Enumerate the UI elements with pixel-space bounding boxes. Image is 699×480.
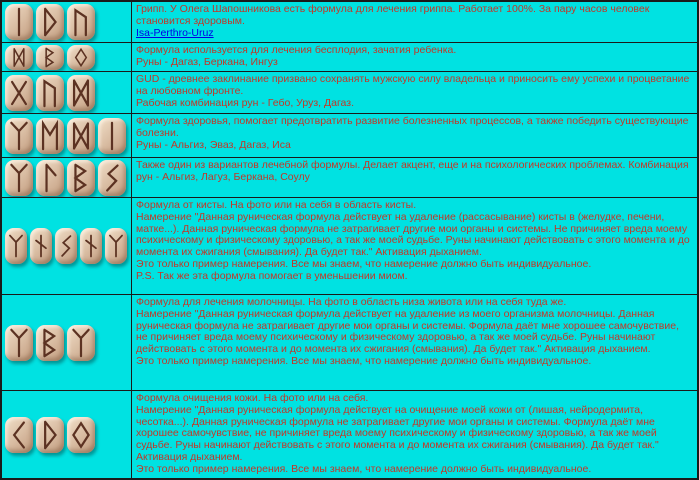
algiz-rune-icon	[5, 325, 33, 361]
berkana-rune-icon	[67, 160, 95, 196]
description-paragraph: Рабочая комбинация рун - Гебо, Уруз, Дагаз.	[136, 96, 354, 109]
rune-formula-stones	[2, 72, 132, 113]
sowilo-rune-icon	[55, 228, 77, 264]
table-row	[2, 2, 697, 43]
berkana-rune-icon	[36, 325, 64, 361]
description-paragraph: Руны - Альгиз, Эваз, Дагаз, Иса	[136, 138, 291, 151]
isa-rune-icon	[5, 4, 33, 40]
table-row	[2, 198, 697, 295]
description-paragraph: Формула от кисты. На фото или на себя в область кисты.	[136, 199, 417, 211]
description-paragraph: Руны - Дагаз, Беркана, Ингуз	[136, 55, 278, 68]
sowilo-rune-icon	[98, 160, 126, 196]
rune-formula-stones	[2, 198, 132, 294]
algiz-rune-icon	[67, 325, 95, 361]
description-paragraph: Намерение "Данная руническая формула действует на очищение моей кожи от (лишая, нейродермита, чесотка...). Данная руническая формула не затрагивает другие мои органы и системы. Формула даёт мне хорошее самочувствие, не причиняет вреда моему психическому и физическому здоровью, а так же моей судьбе. Руны начинают действовать с этого момента и до момента их сжигания (смывания). Да будет так." Активация дыханием.	[136, 403, 659, 463]
nauthiz-rune-icon	[30, 228, 52, 264]
description-paragraph: Формула используется для лечения бесплодия, зачатия ребенка.	[136, 44, 457, 56]
formula-description	[132, 391, 697, 478]
algiz-rune-icon	[5, 228, 27, 264]
algiz-rune-icon	[5, 118, 33, 154]
rune-formula-stones	[2, 158, 132, 197]
rune-formula-stones	[2, 114, 132, 157]
formula-link[interactable]: Isa-Perthro-Uruz	[136, 26, 214, 39]
description-paragraph: GUD - древнее заклинание призвано сохранять мужскую силу владельца и приносить ему успехи и процветание на любовном фронте.	[136, 73, 690, 97]
rune-formula-stones	[2, 295, 132, 390]
ehwaz-rune-icon	[36, 118, 64, 154]
table-row	[2, 72, 697, 114]
table-row	[2, 391, 697, 478]
uruz-rune-icon	[36, 75, 64, 111]
dagaz-rune-icon	[67, 75, 95, 111]
description-paragraph: Также один из вариантов лечебной формулы. Делает акцент, еще и на психологических проблемах. Комбинация рун - Альгиз, Лагуз, Беркана, Соулу	[136, 159, 689, 183]
algiz-rune-icon	[105, 228, 127, 264]
rune-formula-stones	[2, 2, 132, 42]
description-paragraph: Это только пример намерения. Все мы знаем, что намерение должно быть индивидуальное.	[136, 257, 592, 270]
inguz-rune-icon	[67, 417, 95, 453]
perthro-rune-icon	[36, 4, 64, 40]
algiz-rune-icon	[5, 160, 33, 196]
description-paragraph: Намерение "Данная руническая формула действует на удаление из моего организма молочницы. Данная руническая формула не затрагивает другие мои органы и системы. Формула даёт мне хорошее самочувствие, не причиняет вреда моему психическому и физическому здоровью, а так же моей судьбе. Руны начинают действовать с этого момента и до момента их сжигания (смывания). Да будет так." Активация дыханием.	[136, 307, 679, 356]
description-paragraph: Формула здоровья, помогает предотвратить развитие болезненных процессов, а также победить существующие болезни.	[136, 115, 689, 139]
formula-description	[132, 2, 697, 42]
formula-description	[132, 295, 697, 390]
description-paragraph: Это только пример намерения. Все мы знаем, что намерение должно быть индивидуальное.	[136, 354, 592, 367]
dagaz-rune-icon	[5, 45, 33, 70]
description-paragraph: Грипп. У Олега Шапошникова есть формула для лечения гриппа. Работает 100%. За пару часов человек становится здоровым.	[136, 3, 650, 27]
nauthiz-rune-icon	[80, 228, 102, 264]
uruz-rune-icon	[67, 4, 95, 40]
description-paragraph: Это только пример намерения. Все мы знаем, что намерение должно быть индивидуальное.	[136, 462, 592, 475]
rune-formula-stones	[2, 43, 132, 71]
formula-description	[132, 72, 697, 113]
table-row	[2, 43, 697, 72]
table-row	[2, 295, 697, 391]
formula-description	[132, 198, 697, 294]
berkana-rune-icon	[36, 45, 64, 70]
description-paragraph: Формула очищения кожи. На фото или на себя.	[136, 392, 369, 404]
rune-formula-stones	[2, 391, 132, 478]
description-paragraph: Формула для лечения молочницы. На фото в область низа живота или на себя туда же.	[136, 296, 567, 308]
laguz-rune-icon	[36, 160, 64, 196]
isa-rune-icon	[98, 118, 126, 154]
table-row	[2, 158, 697, 198]
gebo-rune-icon	[5, 75, 33, 111]
table-row	[2, 114, 697, 158]
kenaz-rune-icon	[5, 417, 33, 453]
description-paragraph: Намерение "Данная руническая формула действует на удаление (рассасывание) кисты в (желудке, печени, матке...). Данная руническая формула не затрагивает другие мои органы и системы. Не причиняет вреда моему психическому и физическому здоровью, а так же моей судьбе. Руны начинают действовать с этого момента и до момента их сжигания (смывания). Да будет так." Активация дыханием.	[136, 210, 690, 259]
description-paragraph: P.S. Так же эта формула помогает в уменьшении миом.	[136, 269, 408, 282]
formula-description	[132, 114, 697, 157]
dagaz-rune-icon	[67, 118, 95, 154]
inguz-rune-icon	[67, 45, 95, 70]
perthro-rune-icon	[36, 417, 64, 453]
formula-description	[132, 43, 697, 71]
formula-description	[132, 158, 697, 197]
